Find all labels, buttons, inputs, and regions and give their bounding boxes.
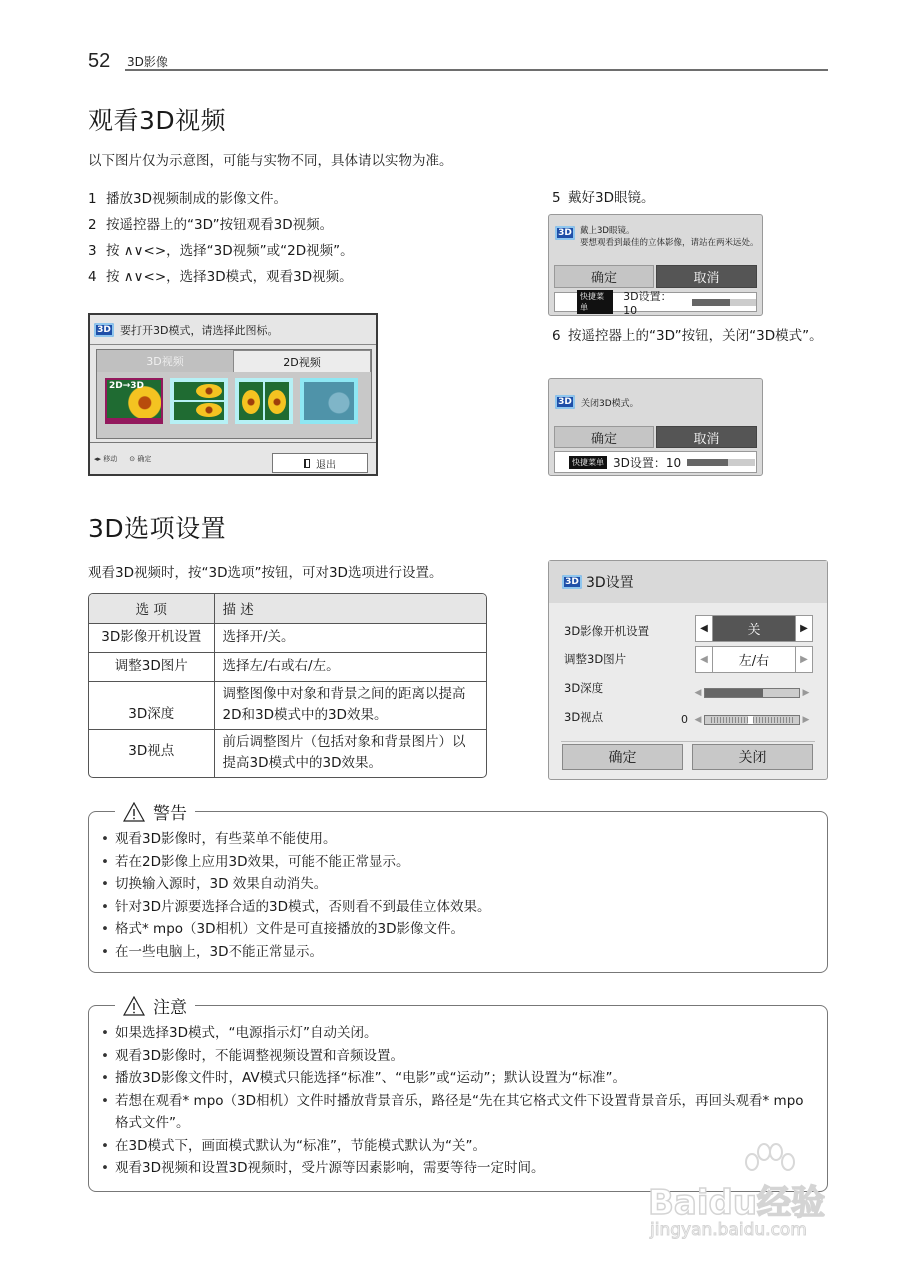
tab-3d-video[interactable]: 3D视频: [97, 350, 233, 372]
dialog-title: 3D设置: [586, 575, 634, 591]
arrow-left-icon[interactable]: ◀: [700, 623, 708, 634]
arrow-left-icon[interactable]: ◀: [694, 688, 702, 698]
dialog-message: 3D 关闭3D模式。: [555, 395, 639, 409]
table-header-row: [89, 594, 486, 623]
setting-label: 调整3D图片: [564, 652, 627, 666]
3d-icon: 3D: [555, 395, 575, 409]
step-item: 2 按遥控器上的“3D”按钮观看3D视频。: [88, 217, 334, 233]
list-item: • 若在2D影像上应用3D效果，可能不能正常显示。: [101, 851, 827, 874]
list-item: • 播放3D影像文件时，AV模式只能选择“标准”、“电影”或“运动”；默认设置为“标准”。: [101, 1067, 807, 1090]
options-table: [88, 593, 487, 778]
column-header-description: 描 述: [214, 594, 486, 623]
adjust-3d-picture-stepper[interactable]: ◀ 左/右 ▶: [695, 646, 813, 673]
step-item: 6 按遥控器上的“3D”按钮，关闭“3D模式”。: [552, 328, 823, 344]
section-title-3d-options: 3D选项设置: [88, 514, 227, 543]
column-header-option: 选 项: [89, 594, 214, 623]
3d-icon: 3D: [555, 226, 575, 240]
exit-icon: [304, 459, 310, 468]
warning-icon: [123, 996, 145, 1016]
caution-title: 注意: [115, 993, 195, 1018]
page-number: 52: [88, 50, 111, 72]
mode-thumbnails: [97, 372, 371, 430]
3d-setting-value: 3D设置：10: [623, 289, 672, 317]
3d-icon: 3D: [562, 575, 582, 589]
warning-list: [89, 812, 827, 963]
mode-off[interactable]: [300, 378, 358, 424]
chapter-title: 3D影像: [127, 55, 168, 69]
list-item: • 在3D模式下，画面模式默认为“标准”，节能模式默认为“关”。: [101, 1135, 807, 1158]
arrow-right-icon[interactable]: ▶: [802, 715, 810, 725]
3d-setting-progress: [692, 299, 756, 306]
step-item: 5 戴好3D眼镜。: [552, 190, 655, 206]
warning-title: 警告: [115, 799, 195, 824]
exit-button[interactable]: 退出: [272, 453, 368, 473]
ok-button[interactable]: 确定: [554, 426, 654, 448]
list-item: • 格式* mpo（3D相机）文件是可直接播放的3D影像文件。: [101, 918, 827, 941]
step-item: 3 按 ∧∨<>，选择“3D视频”或“2D视频”。: [88, 243, 354, 259]
3d-setting-value: 3D设置：10: [613, 455, 682, 470]
setting-label: 3D影像开机设置: [564, 624, 650, 638]
arrow-left-icon[interactable]: ◀: [700, 654, 708, 665]
table-row: 3D深度 调整图像中对象和背景之间的距离以提高2D和3D模式中的3D效果。: [89, 681, 486, 729]
list-item: • 如果选择3D模式，“电源指示灯”自动关闭。: [101, 1022, 807, 1045]
dialog-message: 要打开3D模式，请选择此图标。: [120, 323, 279, 337]
watermark-url: jingyan.baidu.com: [650, 1220, 807, 1240]
step-item: 4 按 ∧∨<>，选择3D模式，观看3D视频。: [88, 269, 353, 285]
list-item: • 观看3D影像时，有些菜单不能使用。: [101, 828, 827, 851]
ok-button[interactable]: 确定: [554, 265, 654, 288]
table-row: 3D影像开机设置 选择开/关。: [89, 623, 486, 652]
mode-panel: [96, 349, 372, 439]
mode-tabs: [97, 350, 371, 372]
baidu-watermark: [648, 1140, 868, 1260]
mode-side-by-side[interactable]: [235, 378, 293, 424]
3d-icon: 3D: [94, 323, 114, 337]
confirm-hint: ⊙ 确定: [129, 454, 152, 463]
warning-icon: [123, 802, 145, 822]
header-divider: [125, 69, 828, 71]
list-item: • 观看3D影像时，不能调整视频设置和音频设置。: [101, 1045, 807, 1068]
arrow-left-icon[interactable]: ◀: [694, 715, 702, 725]
list-item: • 切换输入源时，3D 效果自动消失。: [101, 873, 827, 896]
3d-viewpoint-slider[interactable]: [681, 713, 812, 726]
glasses-dialog: [548, 214, 763, 316]
move-hint: ◂▸ 移动: [94, 454, 118, 463]
divider: [561, 741, 815, 742]
3d-startup-stepper[interactable]: ◀ 关 ▶: [695, 615, 813, 642]
list-item: • 观看3D视频和设置3D视频时，受片源等因素影响，需要等待一定时间。: [101, 1157, 807, 1180]
ok-button[interactable]: 确定: [562, 744, 683, 770]
setting-label: 3D深度: [564, 681, 604, 695]
arrow-right-icon[interactable]: ▶: [802, 688, 810, 698]
dialog-header: [549, 561, 827, 603]
list-item: • 针对3D片源要选择合适的3D模式，否则看不到最佳立体效果。: [101, 896, 827, 919]
quick-menu-bar: [554, 289, 757, 317]
section-intro: 以下图片仅为示意图，可能与实物不同，具体请以实物为准。: [88, 153, 453, 169]
3d-depth-slider[interactable]: [692, 687, 812, 699]
warning-box: [88, 804, 828, 973]
section-intro: 观看3D视频时，按“3D选项”按钮，可对3D选项进行设置。: [88, 565, 443, 581]
viewpoint-value: 0: [681, 713, 688, 726]
watermark-brand: Baidu经验: [648, 1183, 826, 1223]
setting-label: 3D视点: [564, 710, 604, 724]
arrow-right-icon[interactable]: ▶: [800, 654, 808, 665]
dialog-buttons: [562, 744, 813, 770]
tab-2d-video[interactable]: 2D视频: [233, 350, 371, 372]
cancel-button[interactable]: 取消: [656, 265, 757, 288]
step-item: 1 播放3D视频制成的影像文件。: [88, 191, 287, 207]
close-button[interactable]: 关闭: [692, 744, 813, 770]
quick-menu-tag: 快捷菜单: [577, 290, 613, 314]
dialog-header: [90, 315, 376, 345]
steps-list: [88, 186, 354, 290]
list-item: • 在一些电脑上，3D不能正常显示。: [101, 941, 827, 964]
dialog-buttons: [554, 426, 757, 448]
dialog-buttons: [554, 265, 757, 288]
dialog-message: 3D 戴上3D眼镜。 要想观看到最佳的立体影像，请站在两米远处。: [555, 225, 759, 249]
list-item: • 若想在观看* mpo（3D相机）文件时播放背景音乐，路径是“先在其它格式文件下设置背景音乐，再回头观看* mpo格式文件”。: [101, 1090, 807, 1135]
3d-off-dialog: [548, 378, 763, 476]
quick-menu-tag: 快捷菜单: [569, 456, 607, 469]
3d-mode-select-dialog: [88, 313, 378, 476]
table-row: 3D视点 前后调整图片（包括对象和背景图片）以提高3D模式中的3D效果。: [89, 729, 486, 777]
table-row: 调整3D图片 选择左/右或右/左。: [89, 652, 486, 681]
mode-2d-to-3d[interactable]: 2D→3D: [105, 378, 163, 424]
arrow-right-icon[interactable]: ▶: [800, 623, 808, 634]
mode-top-bottom[interactable]: [170, 378, 228, 424]
cancel-button[interactable]: 取消: [656, 426, 757, 448]
section-title-watch-3d: 观看3D视频: [88, 106, 227, 135]
3d-setting-progress: [687, 459, 755, 466]
3d-settings-dialog: [548, 560, 828, 780]
quick-menu-bar: [554, 451, 757, 473]
